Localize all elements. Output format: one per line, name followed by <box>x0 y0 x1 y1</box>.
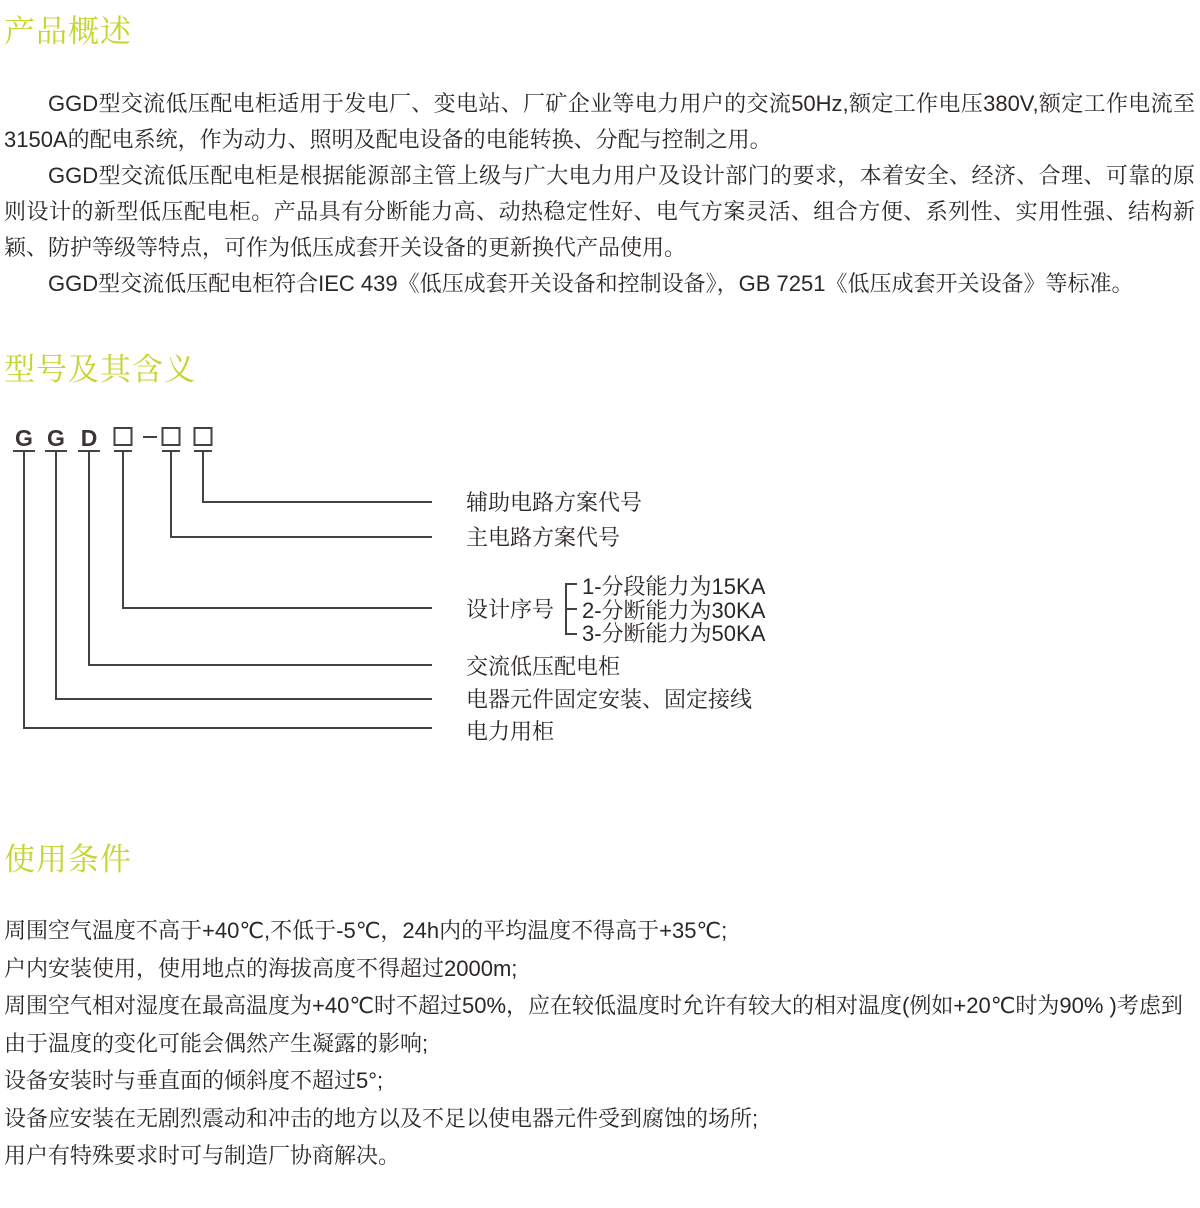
overview-paragraphs <box>4 86 1195 302</box>
model-code-diagram <box>4 420 1200 752</box>
condition-item-2: 户内安装使用，使用地点的海拔高度不得超过2000m; <box>4 955 518 981</box>
label-design-serial: 设计序号 <box>466 597 555 622</box>
code-box-design <box>115 428 132 445</box>
overview-paragraph-1: GGD型交流低压配电柜适用于发电厂、变电站、厂矿企业等电力用户的交流50Hz,额定工作电压380V,额定工作电流至3150A的配电系统，作为动力、照明及配电设备的电能转换、分配与控制之用。 <box>4 91 1195 152</box>
design-options-bracket <box>566 584 577 634</box>
code-letter-1: G <box>15 425 33 451</box>
design-option-3: 3-分断能力为50KA <box>582 621 766 646</box>
section-heading-overview: 产品概述 <box>4 14 132 49</box>
section-heading-model: 型号及其含义 <box>4 352 196 387</box>
condition-item-4: 设备安装时与垂直面的倾斜度不超过5°; <box>4 1068 384 1093</box>
connector-lines <box>24 451 432 728</box>
overview-paragraph-2: GGD型交流低压配电柜是根据能源部主管上级与广大电力用户及设计部门的要求，本着安全、经济、合理、可靠的原则设计的新型低压配电柜。产品具有分断能力高、动热稳定性好、电气方案灵活、组合方便、系列性、实用性强、结构新颖、防护等级等特点，可作为低压成套开关设备的更新换代产品使用。 <box>4 163 1195 260</box>
condition-item-3: 周围空气相对湿度在最高温度为+40℃时不超过50%，应在较低温度时允许有较大的相对温度(例如+20℃时为90% )考虑到由于温度的变化可能会偶然产生凝露的影响; <box>4 993 1183 1056</box>
label-ac-cabinet: 交流低压配电柜 <box>466 654 621 679</box>
code-box-aux <box>195 428 212 445</box>
conditions-list <box>4 912 1195 1175</box>
condition-item-6: 用户有特殊要求时可与制造厂协商解决。 <box>4 1143 401 1168</box>
code-letter-2: G <box>47 425 65 451</box>
section-heading-conditions: 使用条件 <box>4 842 132 877</box>
code-letter-3: D <box>80 425 98 451</box>
overview-paragraph-3: GGD型交流低压配电柜符合IEC 439《低压成套开关设备和控制设备》，GB 7251《低压成套开关设备》等标准。 <box>48 271 1134 296</box>
condition-item-1: 周围空气温度不高于+40℃,不低于-5℃，24h内的平均温度不得高于+35℃; <box>4 918 728 943</box>
code-box-main <box>163 428 180 445</box>
label-power-cabinet: 电力用柜 <box>466 719 555 744</box>
condition-item-5: 设备应安装在无剧烈震动和冲击的地方以及不足以使电器元件受到腐蚀的场所; <box>4 1105 759 1131</box>
label-main-circuit: 主电路方案代号 <box>466 525 621 550</box>
label-aux-circuit: 辅助电路方案代号 <box>466 490 643 515</box>
design-option-1: 1-分段能力为15KA <box>582 574 766 599</box>
design-option-2: 2-分断能力为30KA <box>582 598 766 623</box>
label-fixed-mount: 电器元件固定安装、固定接线 <box>466 687 753 712</box>
